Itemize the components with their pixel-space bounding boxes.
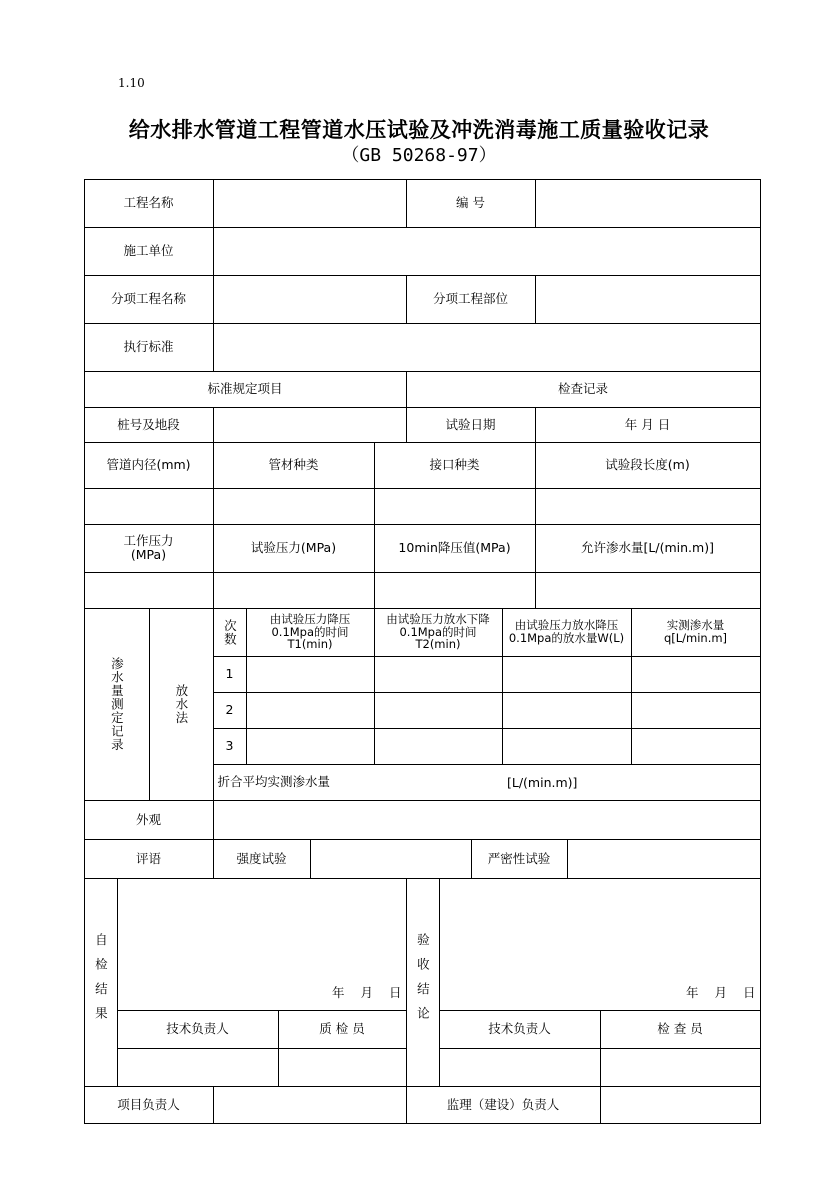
label-appearance-text: 外观	[135, 811, 161, 827]
label-acceptance	[406, 878, 440, 1087]
label-appearance	[84, 800, 214, 840]
cell-q-1[interactable]	[631, 656, 761, 693]
field-project-name[interactable]	[213, 179, 407, 228]
cell-w-1[interactable]	[502, 656, 632, 693]
label-allowed-seepage-text: 允许渗水量[L/(min.m)]	[581, 540, 714, 556]
field-test-length[interactable]	[535, 488, 761, 525]
field-appearance[interactable]	[213, 800, 761, 840]
cell-q-3[interactable]	[631, 728, 761, 765]
field-avg-seepage[interactable]	[213, 764, 761, 801]
field-standard[interactable]	[213, 323, 761, 372]
cell-t1-1[interactable]	[246, 656, 375, 693]
header-t1-text: 由试验压力降压 0.1Mpa的时间 T1(min)	[269, 612, 351, 652]
label-pipe-diameter	[84, 442, 214, 489]
field-self-tech-lead[interactable]	[117, 1048, 279, 1087]
label-drain-method-text: 放水法	[173, 683, 189, 725]
label-pressure-drop	[374, 524, 536, 573]
avg-seepage-unit: [L/(min.m)]	[507, 775, 578, 790]
section-number: 1.10	[118, 76, 145, 90]
header-w	[502, 608, 632, 657]
cell-q-2[interactable]	[631, 692, 761, 729]
row-number-1-text: 1	[225, 666, 234, 682]
field-allowed-seepage[interactable]	[535, 572, 761, 609]
label-inspector	[600, 1010, 761, 1049]
field-sub-project-part[interactable]	[535, 275, 761, 324]
field-sub-project-name[interactable]	[213, 275, 407, 324]
field-project-manager[interactable]	[213, 1086, 407, 1124]
label-number-text: 编 号	[456, 195, 485, 211]
label-standard-text: 执行标准	[123, 339, 174, 355]
label-project-manager	[84, 1086, 214, 1124]
field-construction-unit[interactable]	[213, 227, 761, 276]
header-inspection-record-text: 检查记录	[557, 381, 608, 397]
label-inspector-text: 检 查 员	[657, 1021, 703, 1037]
cell-t2-1[interactable]	[374, 656, 503, 693]
label-test-pressure	[213, 524, 375, 573]
field-pressure-drop[interactable]	[374, 572, 536, 609]
row-number-2-text: 2	[225, 702, 234, 718]
cell-w-2[interactable]	[502, 692, 632, 729]
field-avg-seepage-text: 折合平均实测渗水量	[217, 774, 331, 790]
label-supervisor-text: 监理（建设）负责人	[446, 1096, 560, 1112]
field-work-pressure[interactable]	[84, 572, 214, 609]
header-times	[213, 608, 247, 657]
label-sub-project-part-text: 分项工程部位	[432, 291, 508, 307]
field-station[interactable]	[213, 407, 407, 443]
label-sub-project-name	[84, 275, 214, 324]
label-sub-project-name-text: 分项工程名称	[110, 291, 186, 307]
label-pipe-material	[213, 442, 375, 489]
label-work-pressure	[84, 524, 214, 573]
label-test-date	[406, 407, 536, 443]
label-quality-inspector-text: 质 检 员	[319, 1021, 365, 1037]
label-project-name	[84, 179, 214, 228]
label-self-tech-lead-text: 技术负责人	[166, 1021, 229, 1037]
label-acc-tech-lead-text: 技术负责人	[488, 1021, 551, 1037]
cell-t1-2[interactable]	[246, 692, 375, 729]
label-allowed-seepage	[535, 524, 761, 573]
label-self-check-text: 自检结果	[93, 933, 109, 1031]
label-evaluation	[84, 839, 214, 879]
label-number	[406, 179, 536, 228]
header-t2-text: 由试验压力放水下降 0.1Mpa的时间 T2(min)	[386, 612, 490, 652]
field-supervisor[interactable]	[600, 1086, 761, 1124]
field-strength-test[interactable]	[310, 839, 472, 879]
label-quality-inspector	[278, 1010, 407, 1049]
field-self-check-result-text: 年 月 日	[332, 984, 402, 1000]
cell-t1-3[interactable]	[246, 728, 375, 765]
label-tightness-test	[471, 839, 568, 879]
field-number[interactable]	[535, 179, 761, 228]
label-construction-unit-text: 施工单位	[123, 243, 174, 259]
document-title: 给水排水管道工程管道水压试验及冲洗消毒施工质量验收记录	[128, 118, 710, 142]
label-station	[84, 407, 214, 443]
label-tightness-test-text: 严密性试验	[487, 850, 551, 866]
field-tightness-test[interactable]	[567, 839, 761, 879]
label-test-date-text: 试验日期	[445, 416, 496, 432]
header-inspection-record	[406, 371, 761, 408]
field-acceptance-result[interactable]	[439, 878, 761, 1011]
label-project-name-text: 工程名称	[123, 195, 174, 211]
header-t2	[374, 608, 503, 657]
field-test-date-text: 年 月 日	[624, 416, 671, 432]
label-self-check	[84, 878, 118, 1087]
label-project-manager-text: 项目负责人	[117, 1096, 180, 1112]
cell-w-3[interactable]	[502, 728, 632, 765]
label-test-pressure-text: 试验压力(MPa)	[250, 540, 337, 556]
field-self-check-result[interactable]	[117, 878, 407, 1011]
cell-t2-3[interactable]	[374, 728, 503, 765]
header-q-text: 实测渗水量 q[L/min.m]	[663, 618, 728, 645]
field-acceptance-result-text: 年 月 日	[686, 984, 756, 1000]
label-construction-unit	[84, 227, 214, 276]
label-joint-type	[374, 442, 536, 489]
field-quality-inspector[interactable]	[278, 1048, 407, 1087]
label-standard	[84, 323, 214, 372]
label-strength-test-text: 强度试验	[236, 850, 287, 866]
header-std-items	[84, 371, 407, 408]
cell-t2-2[interactable]	[374, 692, 503, 729]
field-pipe-material[interactable]	[213, 488, 375, 525]
label-seepage-record	[84, 608, 150, 801]
label-pipe-material-text: 管材种类	[268, 457, 319, 473]
header-q	[631, 608, 761, 657]
field-inspector[interactable]	[600, 1048, 761, 1087]
field-joint-type[interactable]	[374, 488, 536, 525]
field-pipe-diameter[interactable]	[84, 488, 214, 525]
header-std-items-text: 标准规定项目	[207, 381, 283, 397]
header-t1	[246, 608, 375, 657]
field-test-pressure[interactable]	[213, 572, 375, 609]
label-seepage-record-text: 渗水量测定记录	[109, 656, 125, 752]
label-strength-test	[213, 839, 311, 879]
label-station-text: 桩号及地段	[117, 416, 180, 432]
label-test-length	[535, 442, 761, 489]
field-test-date[interactable]	[535, 407, 761, 443]
label-test-length-text: 试验段长度(m)	[605, 457, 690, 473]
standard-code: （GB 50268-97）	[341, 145, 497, 166]
header-times-text: 次数	[222, 618, 238, 646]
label-sub-project-part	[406, 275, 536, 324]
label-work-pressure-text: 工作压力 (MPa)	[123, 533, 174, 562]
row-number-3-text: 3	[225, 738, 234, 754]
header-w-text: 由试验压力放水降压 0.1Mpa的放水量W(L)	[508, 618, 625, 645]
label-pipe-diameter-text: 管道内径(mm)	[106, 457, 191, 473]
label-acceptance-text: 验收结论	[415, 933, 431, 1031]
label-joint-type-text: 接口种类	[429, 457, 480, 473]
row-number-1	[213, 656, 247, 693]
label-supervisor	[406, 1086, 601, 1124]
row-number-3	[213, 728, 247, 765]
row-number-2	[213, 692, 247, 729]
label-evaluation-text: 评语	[135, 850, 161, 866]
label-drain-method	[149, 608, 214, 801]
label-pressure-drop-text: 10min降压值(MPa)	[398, 540, 511, 556]
label-self-tech-lead	[117, 1010, 279, 1049]
field-acc-tech-lead[interactable]	[439, 1048, 601, 1087]
label-acc-tech-lead	[439, 1010, 601, 1049]
